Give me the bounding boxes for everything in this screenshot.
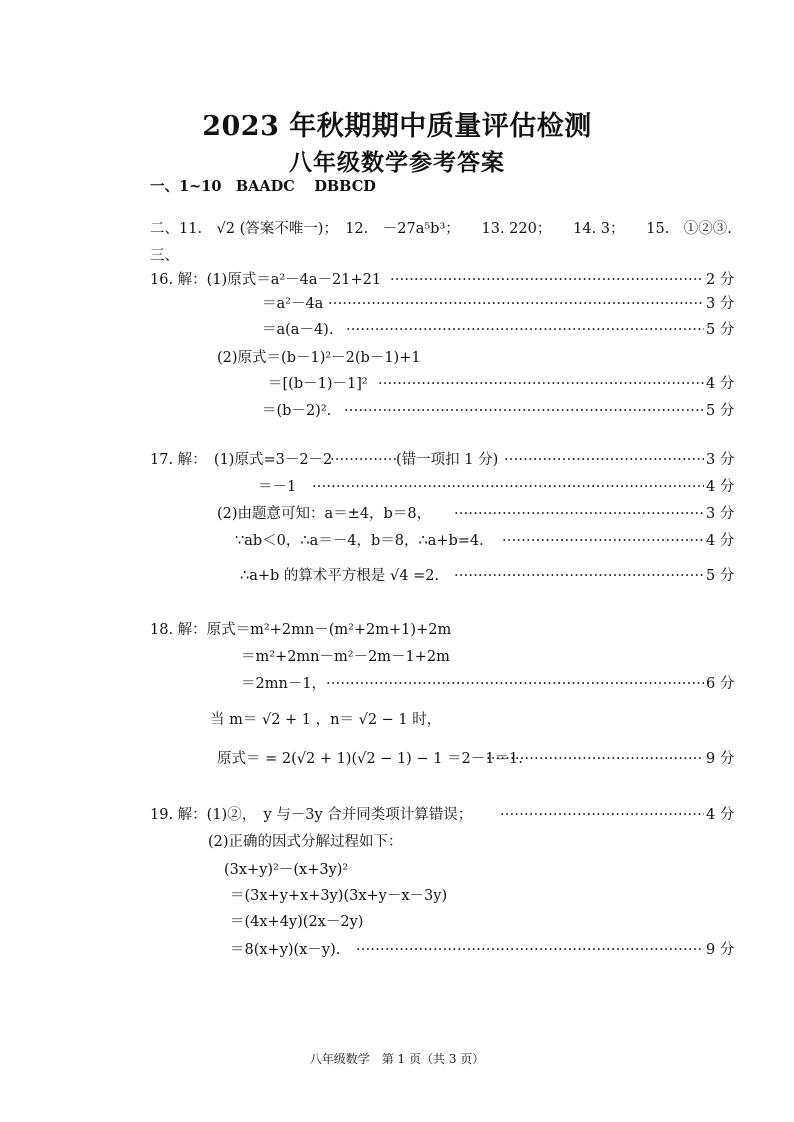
- q19-line-5: ＝(4x+4y)(2x－2y): [230, 914, 364, 930]
- section-1-answers: 一、1~10 BAADC DBBCD: [150, 178, 376, 195]
- leader-dots: [328, 294, 704, 314]
- q18-score-3: 6 分: [706, 676, 735, 692]
- leader-dots: [378, 374, 704, 394]
- q16-line-2: ＝a²－4a: [262, 296, 324, 312]
- leader-dots: [312, 477, 704, 497]
- q17-line-3: (2)由题意可知：a＝±4，b＝8，: [217, 506, 432, 522]
- q16-score-1: 2 分: [706, 272, 735, 288]
- leader-dots: [486, 749, 704, 769]
- leader-dots: [454, 504, 704, 524]
- q18-line-2: ＝m²+2mn－m²－2m－1+2m: [241, 649, 450, 665]
- q19-line-1: 19. 解：(1)②， y 与－3y 合并同类项计算错误；: [150, 807, 473, 823]
- section-2-answers: 二、11. √2 (答案不唯一)； 12. －27a⁵b³； 13. 220； 14. 3； 15. ①②③.: [150, 221, 732, 237]
- q16-line-1: 16. 解：(1)原式＝a²－4a－21+21: [150, 272, 382, 288]
- q18-line-1: 18. 解：原式＝m²+2mn－(m²+2m+1)+2m: [150, 622, 452, 638]
- q16-score-6: 5 分: [706, 403, 735, 419]
- q16-line-5: ＝[(b－1)－1]²: [268, 376, 368, 392]
- q17-score-1: 3 分: [706, 452, 735, 468]
- q17-score-4: 4 分: [706, 533, 735, 549]
- q16-line-3: ＝a(a－4).: [262, 322, 334, 338]
- q16-score-3: 5 分: [706, 322, 735, 338]
- q17-score-3: 3 分: [706, 506, 735, 522]
- leader-dots: [390, 270, 704, 290]
- page-title: 2023 年秋期期中质量评估检测: [202, 111, 592, 142]
- q17-line-4: ∵ab＜0，∴a＝－4，b＝8，∴a+b=4.: [235, 533, 484, 549]
- q16-line-4: (2)原式＝(b－1)²－2(b－1)+1: [217, 350, 421, 366]
- q19-score-1: 4 分: [706, 807, 735, 823]
- q17-score-2: 4 分: [706, 479, 735, 495]
- q18-score-5: 9 分: [706, 751, 735, 767]
- q17-line-1: 17. 解： (1)原式=3－2－2: [150, 452, 333, 468]
- q17-line-2: ＝－1: [258, 479, 297, 495]
- leader-dots: [330, 450, 396, 470]
- q19-score-6: 9 分: [706, 942, 735, 958]
- q16-score-2: 3 分: [706, 296, 735, 312]
- leader-dots: [502, 531, 704, 551]
- page-subtitle: 八年级数学参考答案: [289, 149, 505, 176]
- leader-dots: [500, 805, 704, 825]
- q19-line-4: ＝(3x+y+x+3y)(3x+y－x－3y): [230, 888, 448, 904]
- leader-dots: [454, 566, 704, 586]
- q18-line-4: 当 m＝ √2 + 1 ，n＝ √2 − 1 时，: [210, 712, 442, 728]
- leader-dots: [356, 940, 704, 960]
- q18-line-5: 原式＝ = 2(√2 + 1)(√2 − 1) − 1 ＝2－1＝1.: [217, 751, 523, 767]
- q16-score-5: 4 分: [706, 376, 735, 392]
- q17-note: (错一项扣 1 分): [396, 452, 499, 468]
- leader-dots: [326, 674, 704, 694]
- leader-dots: [346, 320, 704, 340]
- q16-line-6: ＝(b－2)².: [262, 403, 332, 419]
- q17-score-5: 5 分: [706, 568, 735, 584]
- q17-line-5: ∴a+b 的算术平方根是 √4 =2.: [240, 568, 440, 584]
- q19-line-2: (2)正确的因式分解过程如下：: [208, 834, 403, 850]
- leader-dots: [344, 401, 704, 421]
- q18-line-3: ＝2mn－1，: [241, 676, 327, 692]
- q19-line-6: ＝8(x+y)(x－y).: [230, 942, 341, 958]
- leader-dots: [504, 450, 704, 470]
- page-footer: 八年级数学 第 1 页（共 3 页）: [309, 1052, 485, 1066]
- section-3-heading: 三、: [150, 248, 179, 264]
- q19-line-3: (3x+y)²－(x+3y)²: [224, 862, 349, 878]
